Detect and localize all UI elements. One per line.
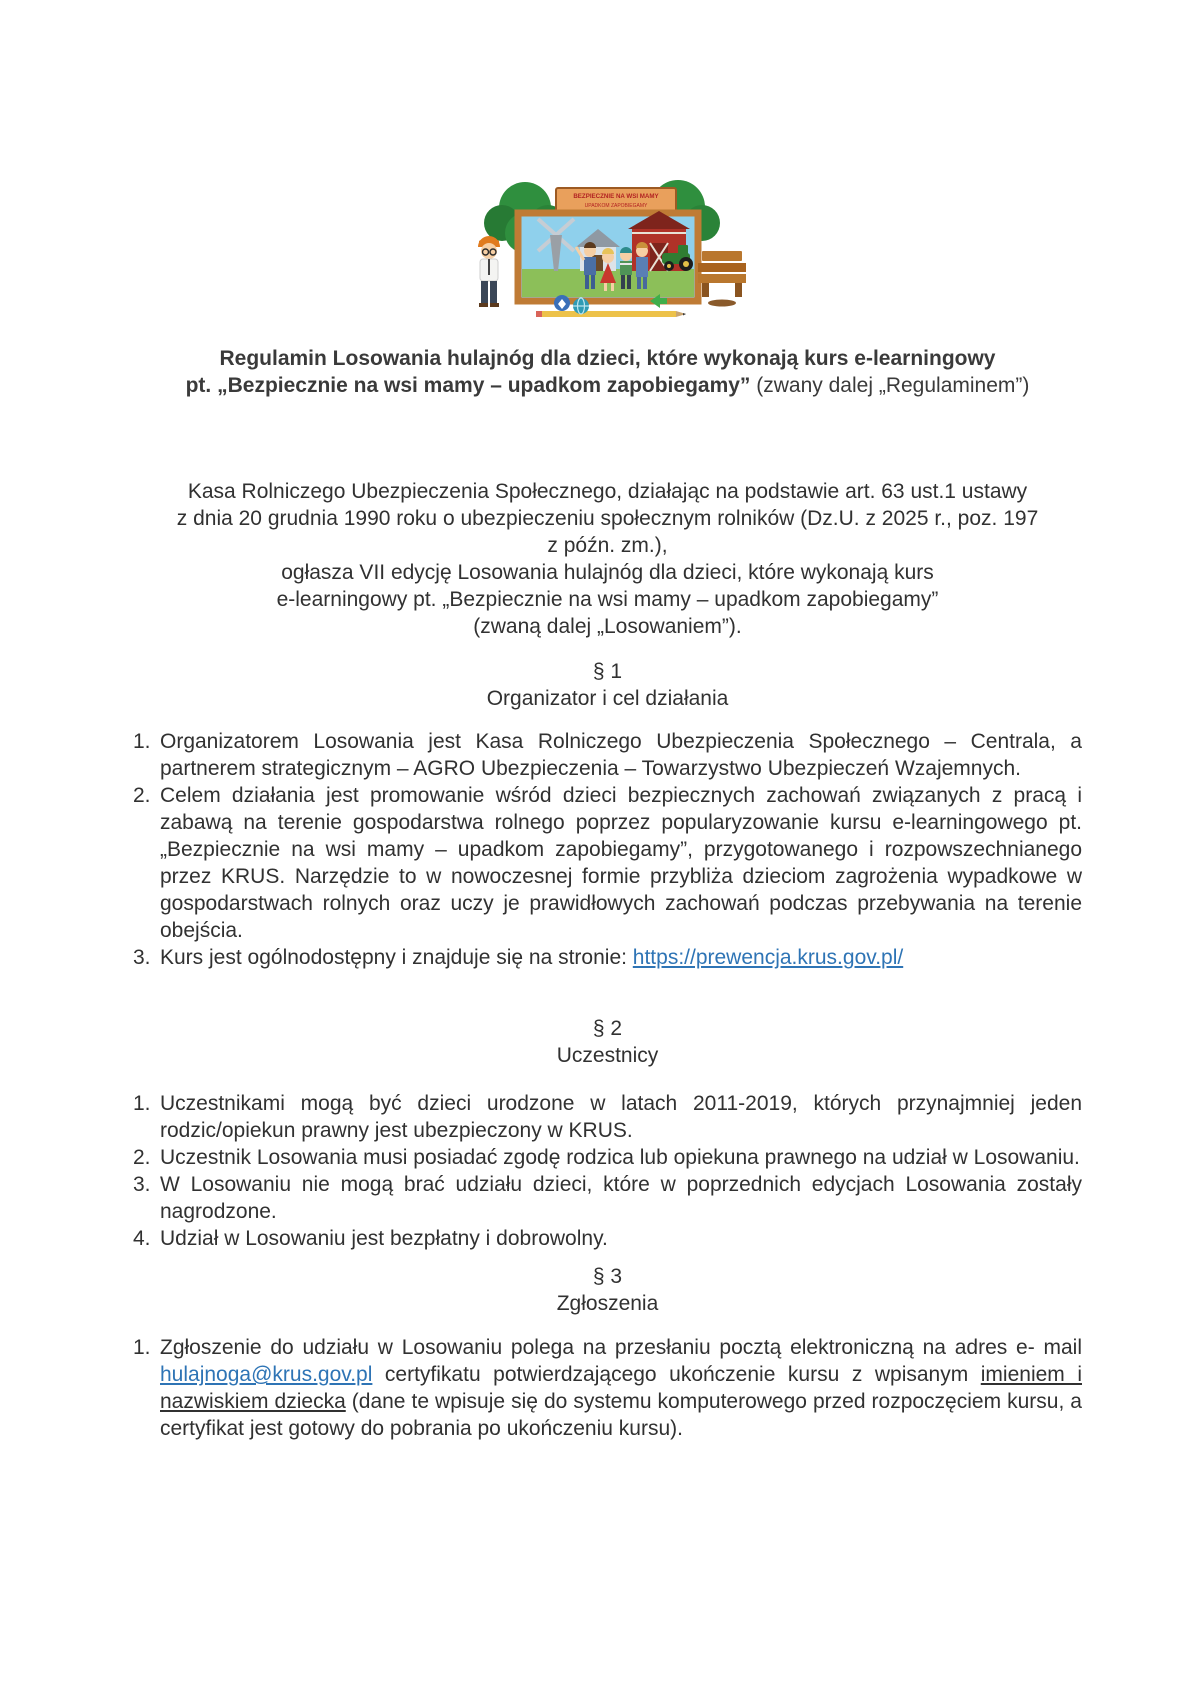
item-text — [160, 944, 1082, 971]
item-text-prefix: Kurs jest ogólnodostępny i znajduje się na stronie: — [160, 946, 633, 969]
header-logo — [0, 0, 1200, 331]
banner-sign — [556, 188, 676, 212]
item-text-part: Zgłoszenie do udziału w Losowaniu polega na przesłaniu pocztą elektroniczną na adres e- mail — [160, 1336, 1082, 1359]
document-title — [133, 345, 1082, 399]
underlined-phrase: imieniem i nazwiskiem dziecka — [160, 1363, 1082, 1413]
item-text — [160, 1334, 1082, 1442]
section-2-heading — [133, 1015, 1082, 1069]
location-pin-icon — [554, 295, 570, 311]
section-1 — [133, 658, 1082, 971]
section-title: Zgłoszenia — [556, 1292, 659, 1315]
intro-line: z dnia 20 grudnia 1990 roku o ubezpieczeniu społecznym rolników (Dz.U. z 2025 r., poz. 197 — [176, 507, 1039, 530]
title-line-2-bold: pt. „Bezpiecznie na wsi mamy – upadkom zapobiegamy” — [185, 374, 751, 397]
section-2 — [133, 1015, 1082, 1252]
item-text: Uczestnikami mogą być dzieci urodzone w latach 2011-2019, których przynajmniej jeden rodzic/opiekun prawny jest ubezpieczony w KRUS. — [160, 1092, 1082, 1142]
item-text: Organizatorem Losowania jest Kasa Rolniczego Ubezpieczenia Społecznego – Centrala, a partnerem strategicznym – AGRO Ubezpieczenia – Towarzystwo Ubezpieczeń Wzajemnych. — [160, 730, 1082, 780]
bench — [698, 251, 746, 307]
title-line-2-regular: (zwany dalej „Regulaminem”) — [750, 374, 1030, 397]
section-mark: § 2 — [592, 1017, 623, 1040]
intro-line: e-learningowy pt. „Bezpiecznie na wsi mamy – upadkom zapobiegamy” — [276, 588, 939, 611]
intro-paragraph — [133, 478, 1082, 640]
title-line-2 — [133, 372, 1082, 399]
section-title: Uczestnicy — [556, 1044, 659, 1067]
item-number: 1. — [133, 1336, 151, 1359]
item-text-part: certyfikatu potwierdzającego ukończenie kursu z wpisanym — [372, 1363, 981, 1386]
email-link[interactable]: hulajnoga@krus.gov.pl — [160, 1363, 373, 1386]
item-text-part: (dane te wpisuje się do systemu komputerowego przed rozpoczęciem kursu, a certyfikat jest gotowy do pobrania po ukończeniu kursu). — [160, 1390, 1082, 1440]
item-number: 3. — [133, 1173, 151, 1196]
intro-line: Kasa Rolniczego Ubezpieczenia Społecznego, działając na podstawie art. 63 ust.1 ustawy — [187, 480, 1028, 503]
globe-icon — [573, 298, 589, 314]
list-item — [133, 1225, 1082, 1252]
framed-farm-scene — [518, 211, 698, 301]
list-item — [133, 728, 1082, 782]
banner-title-text: BEZPIECZNIE NA WSI MAMY — [573, 193, 659, 200]
item-number: 1. — [133, 730, 151, 753]
section-title: Organizator i cel działania — [486, 687, 729, 710]
list-item — [133, 944, 1082, 971]
intro-line: z późn. zm.), — [547, 534, 668, 557]
section-3-heading — [133, 1263, 1082, 1317]
item-text: Udział w Losowaniu jest bezpłatny i dobrowolny. — [160, 1227, 608, 1250]
item-number: 3. — [133, 946, 151, 969]
list-item — [133, 782, 1082, 944]
list-item — [133, 1334, 1082, 1442]
section-1-heading — [133, 658, 1082, 712]
pencil-icon — [536, 311, 686, 317]
farm-illustration — [450, 163, 750, 331]
section-1-list — [133, 728, 1082, 971]
intro-line: (zwaną dalej „Losowaniem”). — [473, 615, 742, 638]
section-2-list — [133, 1090, 1082, 1252]
prewencja-krus-link[interactable]: https://prewencja.krus.gov.pl/ — [632, 946, 904, 969]
item-number: 1. — [133, 1092, 151, 1115]
item-number: 2. — [133, 1146, 151, 1169]
section-mark: § 1 — [592, 660, 623, 683]
item-text: Uczestnik Losowania musi posiadać zgodę rodzica lub opiekuna prawnego na udział w Losowaniu. — [160, 1146, 1080, 1169]
title-line-1: Regulamin Losowania hulajnóg dla dzieci, które wykonają kurs e-learningowy — [219, 347, 996, 370]
list-item — [133, 1090, 1082, 1144]
section-3 — [133, 1263, 1082, 1442]
item-text: Celem działania jest promowanie wśród dzieci bezpiecznych zachowań związanych z pracą i zabawą na terenie gospodarstwa rolnego poprzez popularyzowanie kursu e-learningowego pt. „Bezpiecznie na wsi mamy – upadkom zapobiegamy”, przygotowanego i rozpowszechnianego przez KRUS. Narzędzie to w nowoczesnej formie przybliża dzieciom zagrożenia wypadkowe w gospodarstwach rolnych oraz uczy je prawidłowych zachowań podczas przebywania na terenie obejścia. — [160, 784, 1082, 942]
item-number: 2. — [133, 784, 151, 807]
item-text: W Losowaniu nie mogą brać udziału dzieci, które w poprzednich edycjach Losowania zostały nagrodzone. — [160, 1173, 1082, 1223]
section-mark: § 3 — [592, 1265, 623, 1288]
list-item — [133, 1144, 1082, 1171]
intro-line: ogłasza VII edycję Losowania hulajnóg dla dzieci, które wykonają kurs — [281, 561, 934, 584]
man-figure — [478, 236, 500, 307]
banner-subtitle-text: UPADKOM ZAPOBIEGAMY — [584, 203, 648, 209]
section-3-list — [133, 1334, 1082, 1442]
item-number: 4. — [133, 1227, 151, 1250]
list-item — [133, 1171, 1082, 1225]
